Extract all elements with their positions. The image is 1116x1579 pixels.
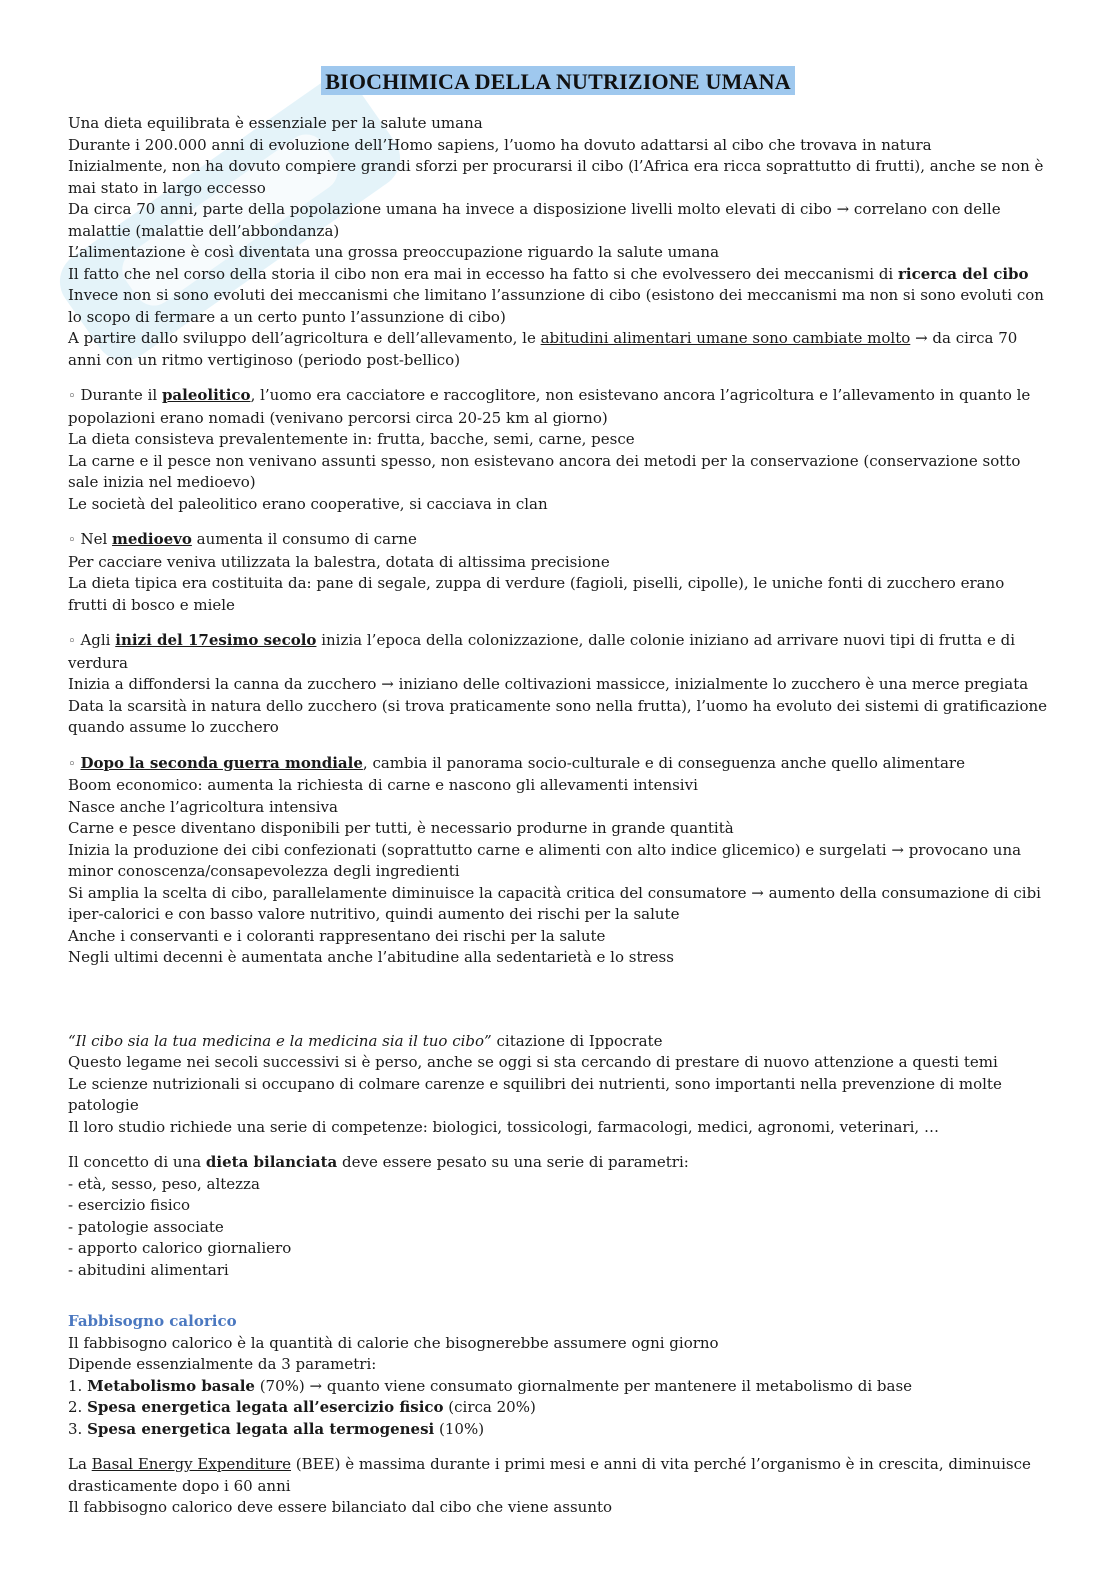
term-bee: Basal Energy Expenditure bbox=[91, 1455, 292, 1473]
bullet-icon: ◦ bbox=[68, 389, 76, 404]
bee-lead: La Basal Energy Expenditure (BEE) è massima durante i primi mesi e anni di vita perché l’organismo è in crescita, diminuisce drasticamente dopo i 60 anni bbox=[68, 1455, 1031, 1495]
ippocrate-quote-line: “Il cibo sia la tua medicina e la medicina sia il tuo cibo” citazione di Ippocrate bbox=[68, 1031, 663, 1050]
intro-line: Inizialmente, non ha dovuto compiere grandi sforzi per procurarsi il cibo (l’Africa era ricca soprattutto di frutti), anche se non è mai stato in largo eccesso bbox=[68, 157, 1044, 197]
ippocrate-line: Questo legame nei secoli successivi si è perso, anche se oggi si sta cercando di prestare di nuovo attenzione a questi temi bbox=[68, 1053, 998, 1071]
dopoguerra-section bbox=[68, 753, 1048, 969]
intro-line: Il fatto che nel corso della storia il cibo non era mai in eccesso ha fatto si che evolvessero dei meccanismi di ricerca del cibo bbox=[68, 264, 1029, 283]
seicento-line: Inizia a diffondersi la canna da zucchero → iniziano delle coltivazioni massicce, inizialmente lo zucchero è una merce pregiata bbox=[68, 675, 1029, 693]
ippocrate-line: Il loro studio richiede una serie di competenze: biologici, tossicologi, farmacologi, medici, agronomi, veterinari, … bbox=[68, 1117, 939, 1136]
dopoguerra-line: Boom economico: aumenta la richiesta di carne e nascono gli allevamenti intensivi bbox=[68, 776, 698, 794]
seicento-line: Data la scarsità in natura dello zucchero (si trova praticamente sono nella frutta), l’uomo ha evoluto dei sistemi di gratificazione quando assume lo zucchero bbox=[68, 696, 1048, 736]
section-heading-fabbisogno: Fabbisogno calorico bbox=[68, 1312, 237, 1330]
ippocrate-line: Le scienze nutrizionali si occupano di colmare carenze e squilibri dei nutrienti, sono importanti nella prevenzione di molte patologie bbox=[68, 1074, 1002, 1114]
fabbisogno-line: Il fabbisogno calorico è la quantità di calorie che bisognerebbe assumere ogni giorno bbox=[68, 1333, 719, 1352]
paleo-line: La dieta consisteva prevalentemente in: frutta, bacche, semi, carne, pesce bbox=[68, 430, 635, 448]
ippocrate-quote: “Il cibo sia la tua medicina e la medicina sia il tuo cibo” bbox=[68, 1031, 492, 1050]
intro-line: Da circa 70 anni, parte della popolazione umana ha invece a disposizione livelli molto elevati di cibo → correlano con delle malattie (malattie dell’abbondanza) bbox=[68, 200, 1001, 240]
dopoguerra-line: Inizia la produzione dei cibi confezionati (soprattutto carne e alimenti con alto indice glicemico) e surgelati → provocano una minor conoscenza/consapevolezza degli ingredienti bbox=[68, 840, 1022, 880]
param-item: 2. Spesa energetica legata all’esercizio fisico (circa 20%) bbox=[68, 1398, 536, 1416]
term-paleolitico: paleolitico bbox=[161, 386, 251, 404]
intro-line: L’alimentazione è così diventata una grossa preoccupazione riguardo la salute umana bbox=[68, 243, 720, 261]
medio-line: La dieta tipica era costituita da: pane di segale, zuppa di verdure (fagioli, piselli, cipolle), le uniche fonti di zucchero erano frutti di bosco e miele bbox=[68, 574, 1005, 614]
bee-line: Il fabbisogno calorico deve essere bilanciato dal cibo che viene assunto bbox=[68, 1498, 613, 1516]
intro-line: Durante i 200.000 anni di evoluzione dell’Homo sapiens, l’uomo ha dovuto adattarsi al cibo che trovava in natura bbox=[68, 135, 932, 154]
dieta-section bbox=[68, 1152, 1048, 1281]
param-item: 3. Spesa energetica legata alla termogenesi (10%) bbox=[68, 1419, 485, 1438]
seicento-section bbox=[68, 630, 1048, 739]
dopoguerra-line: Anche i conservanti e i coloranti rappresentano dei rischi per la salute bbox=[68, 926, 606, 945]
term-ricerca-cibo: ricerca del cibo bbox=[897, 264, 1029, 283]
medioevo-section bbox=[68, 529, 1048, 616]
document-page bbox=[68, 66, 1048, 1533]
dieta-item: - apporto calorico giornaliero bbox=[68, 1239, 292, 1257]
medio-line: Per cacciare veniva utilizzata la balestra, dotata di altissima precisione bbox=[68, 552, 610, 571]
term-abitudini: abitudini alimentari umane sono cambiate molto bbox=[540, 329, 911, 347]
page-title: BIOCHIMICA DELLA NUTRIZIONE UMANA bbox=[321, 66, 795, 95]
fabbisogno-section bbox=[68, 1311, 1048, 1440]
param-item: 1. Metabolismo basale (70%) → quanto viene consumato giornalmente per mantenere il metabolismo di base bbox=[68, 1376, 913, 1395]
term-medioevo: medioevo bbox=[112, 530, 192, 548]
dopoguerra-line: Carne e pesce diventano disponibili per tutti, è necessario produrne in grande quantità bbox=[68, 819, 734, 837]
bullet-icon: ◦ bbox=[68, 533, 76, 548]
dopoguerra-line: Nasce anche l’agricoltura intensiva bbox=[68, 797, 338, 816]
medio-lead: ◦ Nel medioevo aumenta il consumo di carne bbox=[68, 530, 417, 548]
term-dopoguerra: Dopo la seconda guerra mondiale bbox=[80, 753, 363, 772]
dieta-item: - esercizio fisico bbox=[68, 1196, 191, 1214]
intro-line: A partire dallo sviluppo dell’agricoltura e dell’allevamento, le abitudini alimentari umane sono cambiate molto → da circa 70 anni con un ritmo vertiginoso (periodo post-bellico) bbox=[68, 329, 1018, 369]
paleolitico-section bbox=[68, 385, 1048, 515]
bullet-icon: ◦ bbox=[68, 634, 76, 649]
dopoguerra-line: Negli ultimi decenni è aumentata anche l’abitudine alla sedentarietà e lo stress bbox=[68, 948, 674, 966]
bullet-icon: ◦ bbox=[68, 756, 76, 772]
intro-section bbox=[68, 113, 1048, 371]
dieta-item: - patologie associate bbox=[68, 1217, 224, 1236]
seicento-lead: ◦ Agli inizi del 17esimo secolo inizia l’epoca della colonizzazione, dalle colonie iniziano ad arrivare nuovi tipi di frutta e di verdura bbox=[68, 631, 1015, 672]
dopoguerra-line: Si amplia la scelta di cibo, parallelamente diminuisce la capacità critica del consumatore → aumento della consumazione di cibi iper-calorici e con basso valore nutritivo, quindi aumento dei rischi per la salute bbox=[68, 883, 1041, 923]
paleo-lead: ◦ Durante il paleolitico, l’uomo era cacciatore e raccoglitore, non esistevano ancora l’agricoltura e l’allevamento in quanto le popolazioni erano nomadi (venivano percorsi circa 20-25 km al giorno) bbox=[68, 386, 1031, 427]
term-17esimo-secolo: inizi del 17esimo secolo bbox=[115, 631, 317, 649]
term-dieta-bilanciata: dieta bilanciata bbox=[205, 1153, 338, 1171]
dieta-item: - abitudini alimentari bbox=[68, 1260, 229, 1279]
bee-section bbox=[68, 1454, 1048, 1519]
paleo-line: Le società del paleolitico erano cooperative, si cacciava in clan bbox=[68, 494, 548, 513]
intro-line: Una dieta equilibrata è essenziale per la salute umana bbox=[68, 114, 483, 132]
intro-line: Invece non si sono evoluti dei meccanismi che limitano l’assunzione di cibo (esistono dei meccanismi ma non si sono evoluti con lo scopo di fermare a un certo punto l’assunzione di cibo) bbox=[68, 286, 1044, 326]
ippocrate-section bbox=[68, 1031, 1048, 1139]
dieta-lead: Il concetto di una dieta bilanciata deve essere pesato su una serie di parametri: bbox=[68, 1153, 689, 1171]
dieta-item: - età, sesso, peso, altezza bbox=[68, 1174, 260, 1193]
paleo-line: La carne e il pesce non venivano assunti spesso, non esistevano ancora dei metodi per la conservazione (conservazione sotto sale inizia nel medioevo) bbox=[68, 451, 1021, 491]
dopoguerra-lead: ◦ Dopo la seconda guerra mondiale, cambia il panorama socio-culturale e di conseguenza anche quello alimentare bbox=[68, 753, 965, 772]
fabbisogno-line: Dipende essenzialmente da 3 parametri: bbox=[68, 1355, 377, 1373]
